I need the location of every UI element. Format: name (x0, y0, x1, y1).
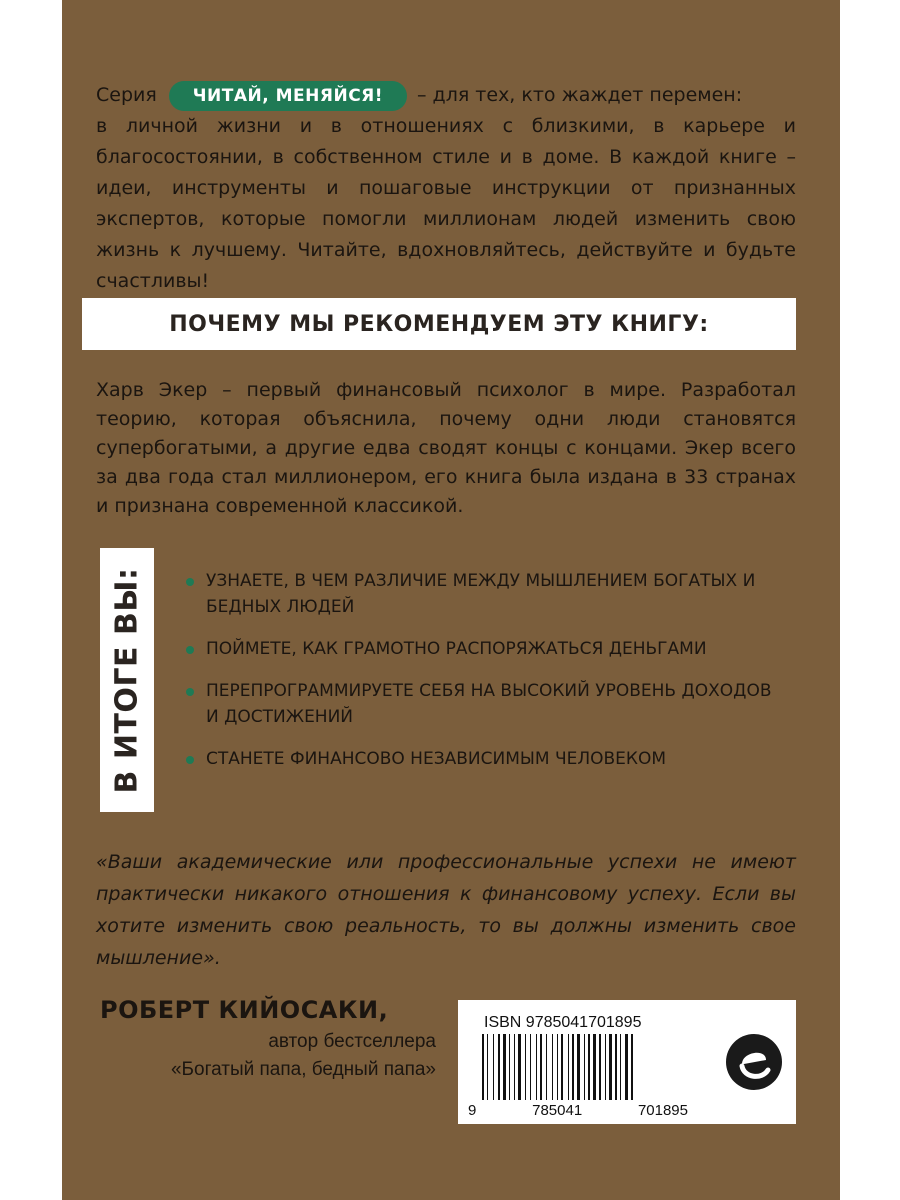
series-intro (96, 80, 796, 297)
series-prefix: Серия (96, 84, 157, 106)
outcome-item-text: ПОЙМЕТЕ, КАК ГРАМОТНО РАСПОРЯЖАТЬСЯ ДЕНЬГАМИ (206, 639, 707, 659)
outcome-item-text: УЗНАЕТЕ, В ЧЕМ РАЗЛИЧИЕ МЕЖДУ МЫШЛЕНИЕМ БОГАТЫХ И БЕДНЫХ ЛЮДЕЙ (206, 571, 756, 617)
recommend-heading: ПОЧЕМУ МЫ РЕКОМЕНДУЕМ ЭТУ КНИГУ: (82, 298, 796, 350)
bullet-icon (186, 646, 194, 654)
outcome-item (186, 678, 786, 730)
outcome-item (186, 746, 786, 772)
bullet-icon (186, 688, 194, 696)
outcome-label: В ИТОГЕ ВЫ: (109, 567, 145, 793)
attribution-role: автор бестселлера (268, 1031, 436, 1052)
quote-attribution (96, 996, 436, 1084)
outcome-list (186, 568, 786, 788)
quote-text: «Ваши академические или профессиональные успехи не имеют практически никакого отношения к финансовому успеху. Если вы хотите изменить свою реальность, то вы должны изменить свое мышление». (96, 851, 796, 969)
series-first-line-rest: – для тех, кто жаждет перемен: (417, 84, 743, 106)
barcode-digits (468, 1102, 688, 1119)
bullet-icon (186, 578, 194, 586)
outcome-item-text: СТАНЕТЕ ФИНАНСОВО НЕЗАВИСИМЫМ ЧЕЛОВЕКОМ (206, 749, 667, 769)
outcome-item-text: ПЕРЕПРОГРАММИРУЕТЕ СЕБЯ НА ВЫСОКИЙ УРОВЕНЬ ДОХОДОВ И ДОСТИЖЕНИЙ (206, 681, 772, 727)
attribution-name: РОБЕРТ КИЙОСАКИ, (100, 996, 389, 1024)
series-badge: ЧИТАЙ, МЕНЯЙСЯ! (169, 81, 407, 111)
eksmo-logo-icon (722, 1030, 786, 1094)
barcode (480, 1034, 700, 1102)
page-edge (0, 0, 62, 1200)
recommend-text: Харв Экер – первый финансовый психолог в мире. Разработал теорию, которая объяснила, почему одни люди становятся супербогатыми, а другие едва сводят концы с концами. Экер всего за два года стал миллионером, его книга была издана в 33 странах и признана современной классикой. (96, 379, 796, 517)
barcode-digit-group: 785041 (532, 1102, 583, 1119)
barcode-digit-group: 9 (468, 1102, 477, 1119)
barcode-digit-group: 701895 (637, 1102, 688, 1119)
attribution-book: «Богатый папа, бедный папа» (170, 1059, 436, 1080)
isbn-label: ISBN 9785041701895 (484, 1014, 642, 1031)
bullet-icon (186, 756, 194, 764)
outcome-item (186, 636, 786, 662)
outcome-item (186, 568, 786, 620)
outcome-label-box (100, 548, 154, 812)
series-description: в личной жизни и в отношениях с близкими, в карьере и благосостоянии, в собственном стиле и в доме. В каждой книге – идеи, инструменты и пошаговые инструкции от признанных экспертов, которые помогли миллионам людей изменить свою жизнь к лучшему. Читайте, вдохновляйтесь, действуйте и будьте счастливы! (96, 115, 796, 292)
isbn-barcode-panel (458, 1000, 796, 1124)
series-intro-first-line (96, 80, 796, 111)
